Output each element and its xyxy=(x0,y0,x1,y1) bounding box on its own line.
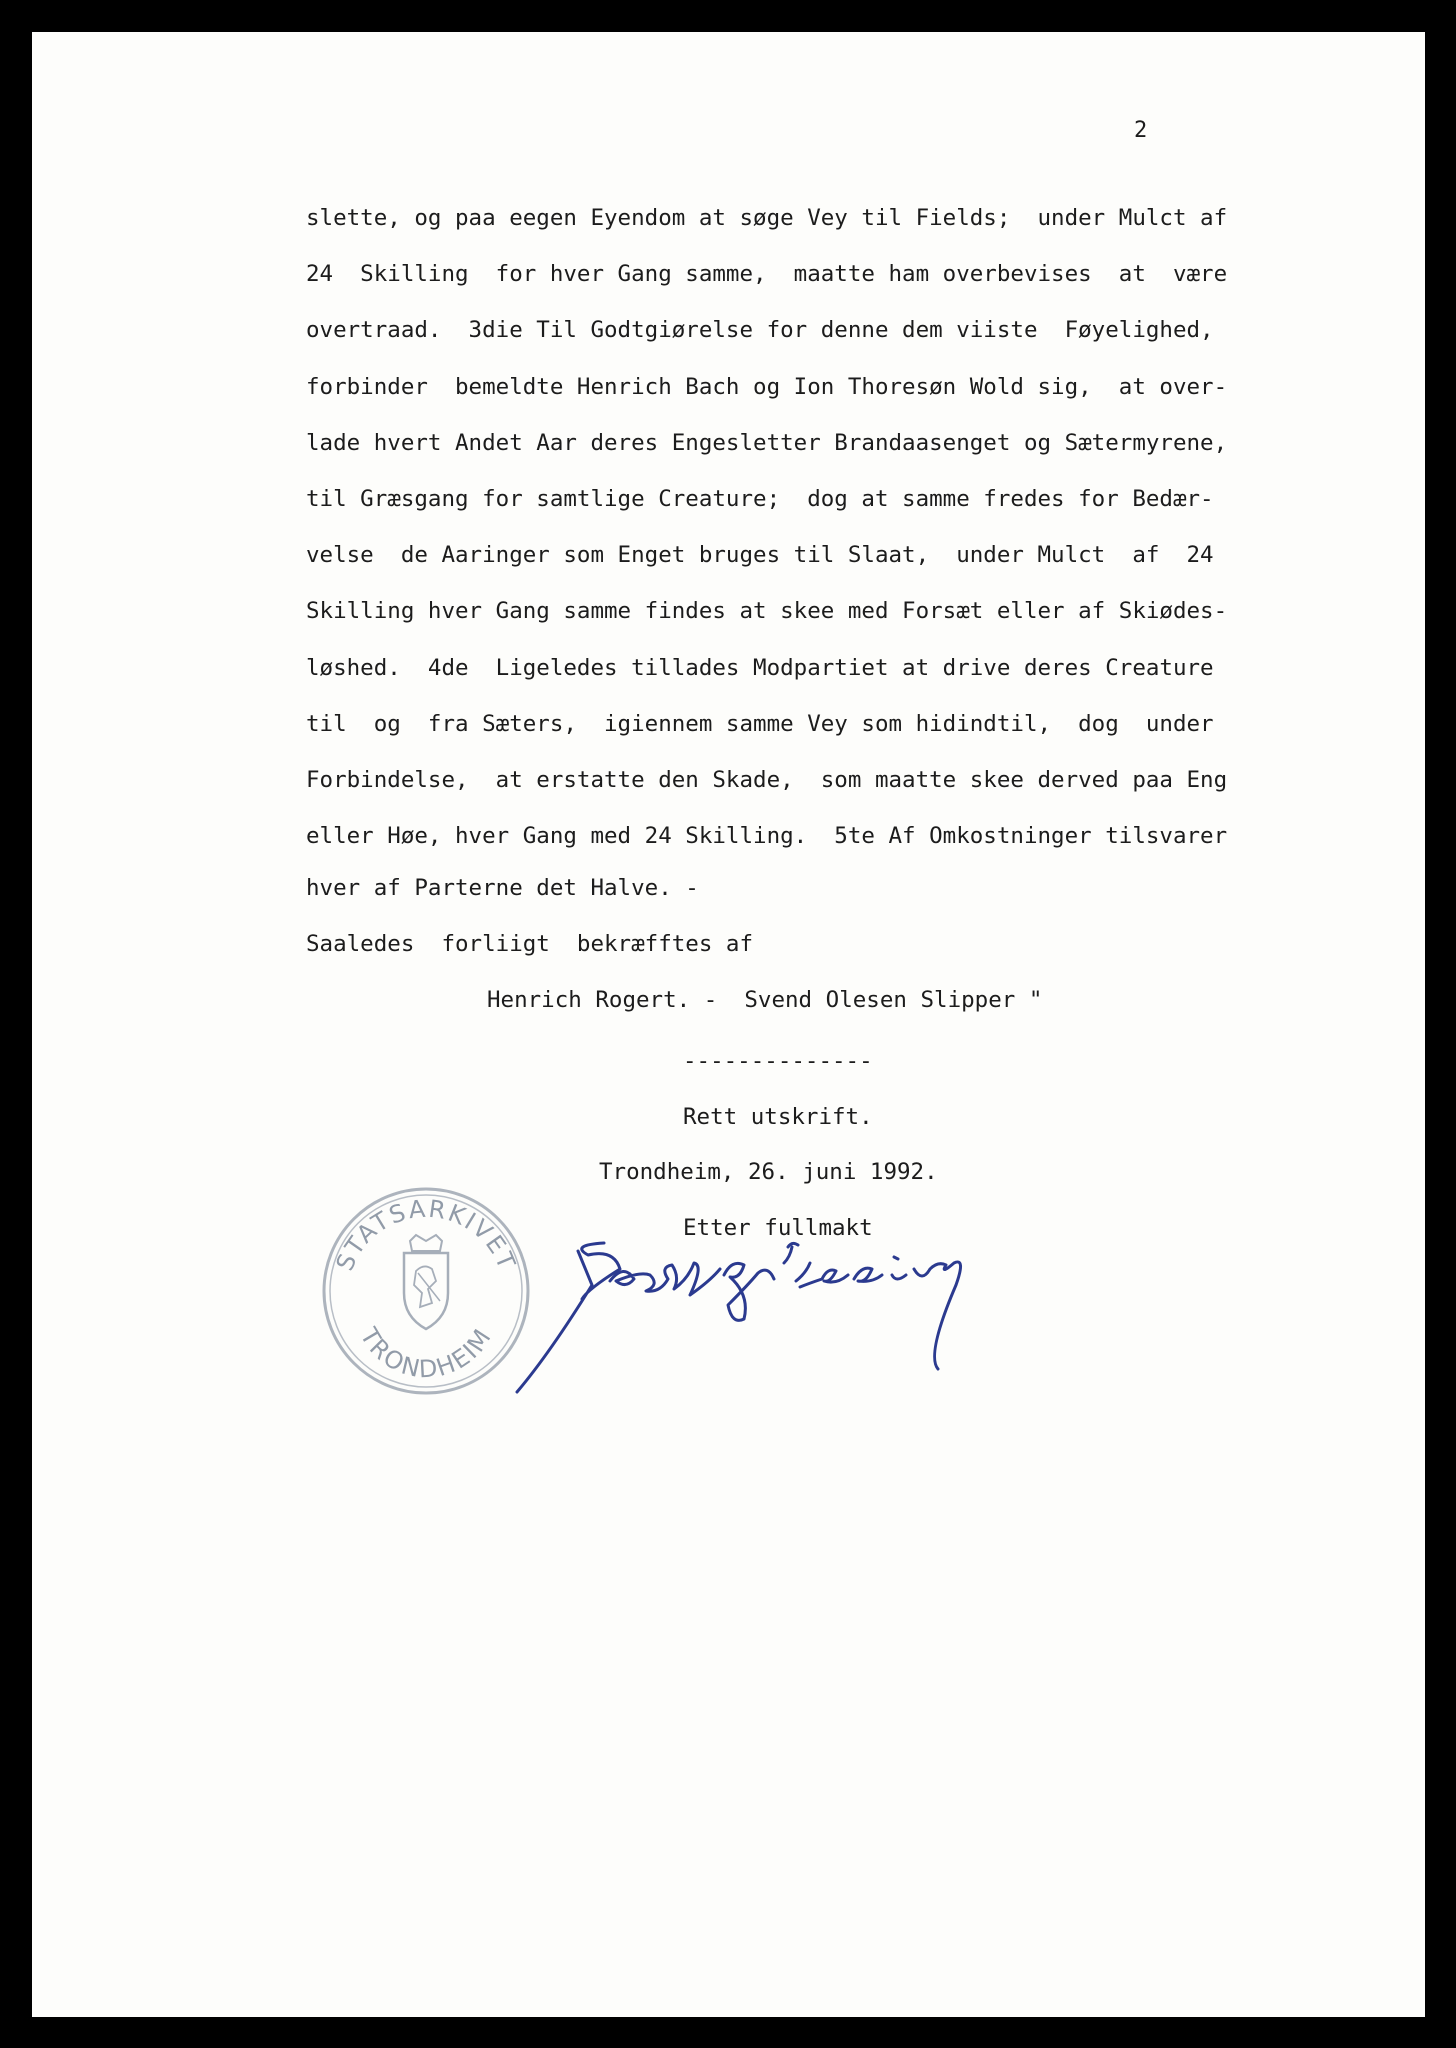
paragraph-line: løshed. 4de Ligeledes tillades Modpartiet at drive deres Creature xyxy=(306,654,1214,681)
paragraph-line: forbinder bemeldte Henrich Bach og Ion Thoresøn Wold sig, at over- xyxy=(306,373,1228,400)
svg-text:STATSARKIVET xyxy=(331,1195,522,1275)
coat-of-arms-icon xyxy=(404,1235,448,1329)
svg-text:TRONDHEIM xyxy=(354,1322,498,1383)
signatories-line: Henrich Rogert. - Svend Olesen Slipper " xyxy=(487,987,1043,1013)
page-number: 2 xyxy=(1134,118,1148,143)
paragraph-line: Skilling hver Gang samme findes at skee med Forsæt eller af Skiødes- xyxy=(306,598,1228,625)
paragraph-line: Forbindelse, at erstatte den Skade, som maatte skee derved paa Eng xyxy=(306,767,1228,793)
handwritten-signature xyxy=(510,1235,1050,1410)
place-date-text: Trondheim, 26. juni 1992. xyxy=(599,1159,938,1185)
authority-text: Etter fullmakt xyxy=(683,1215,873,1241)
paragraph-line: til og fra Sæters, igiennem samme Vey som hidindtil, dog under xyxy=(306,710,1214,737)
closing-line: Saaledes forliigt bekræfftes af xyxy=(306,931,754,957)
paragraph-line: lade hvert Andet Aar deres Engesletter Brandaasenget og Sætermyrene, xyxy=(306,429,1228,456)
seal-text-top: STATSARKIVET xyxy=(330,1194,522,1275)
archive-seal-stamp xyxy=(320,1185,532,1397)
paragraph-line: velse de Aaringer som Enget bruges til Slaat, under Mulct af 24 xyxy=(306,542,1214,569)
paragraph-line: til Græsgang for samtlige Creature; dog at samme fredes for Bedær- xyxy=(306,486,1214,512)
paragraph-last-line: hver af Parterne det Halve. - xyxy=(306,875,699,901)
certification-text: Rett utskrift. xyxy=(683,1104,873,1130)
paragraph-line: 24 Skilling for hver Gang samme, maatte ham overbevises at være xyxy=(306,261,1228,288)
paragraph-line: eller Høe, hver Gang med 24 Skilling. 5te Af Omkostninger tilsvarer xyxy=(306,823,1228,850)
paragraph-line: overtraad. 3die Til Godtgiørelse for denne dem viiste Føyelighed, xyxy=(306,317,1214,344)
separator-line: -------------- xyxy=(683,1048,873,1074)
paragraph-line: slette, og paa eegen Eyendom at søge Vey til Fields; under Mulct af xyxy=(306,205,1228,231)
seal-text-bottom: TRONDHEIM xyxy=(354,1322,498,1384)
